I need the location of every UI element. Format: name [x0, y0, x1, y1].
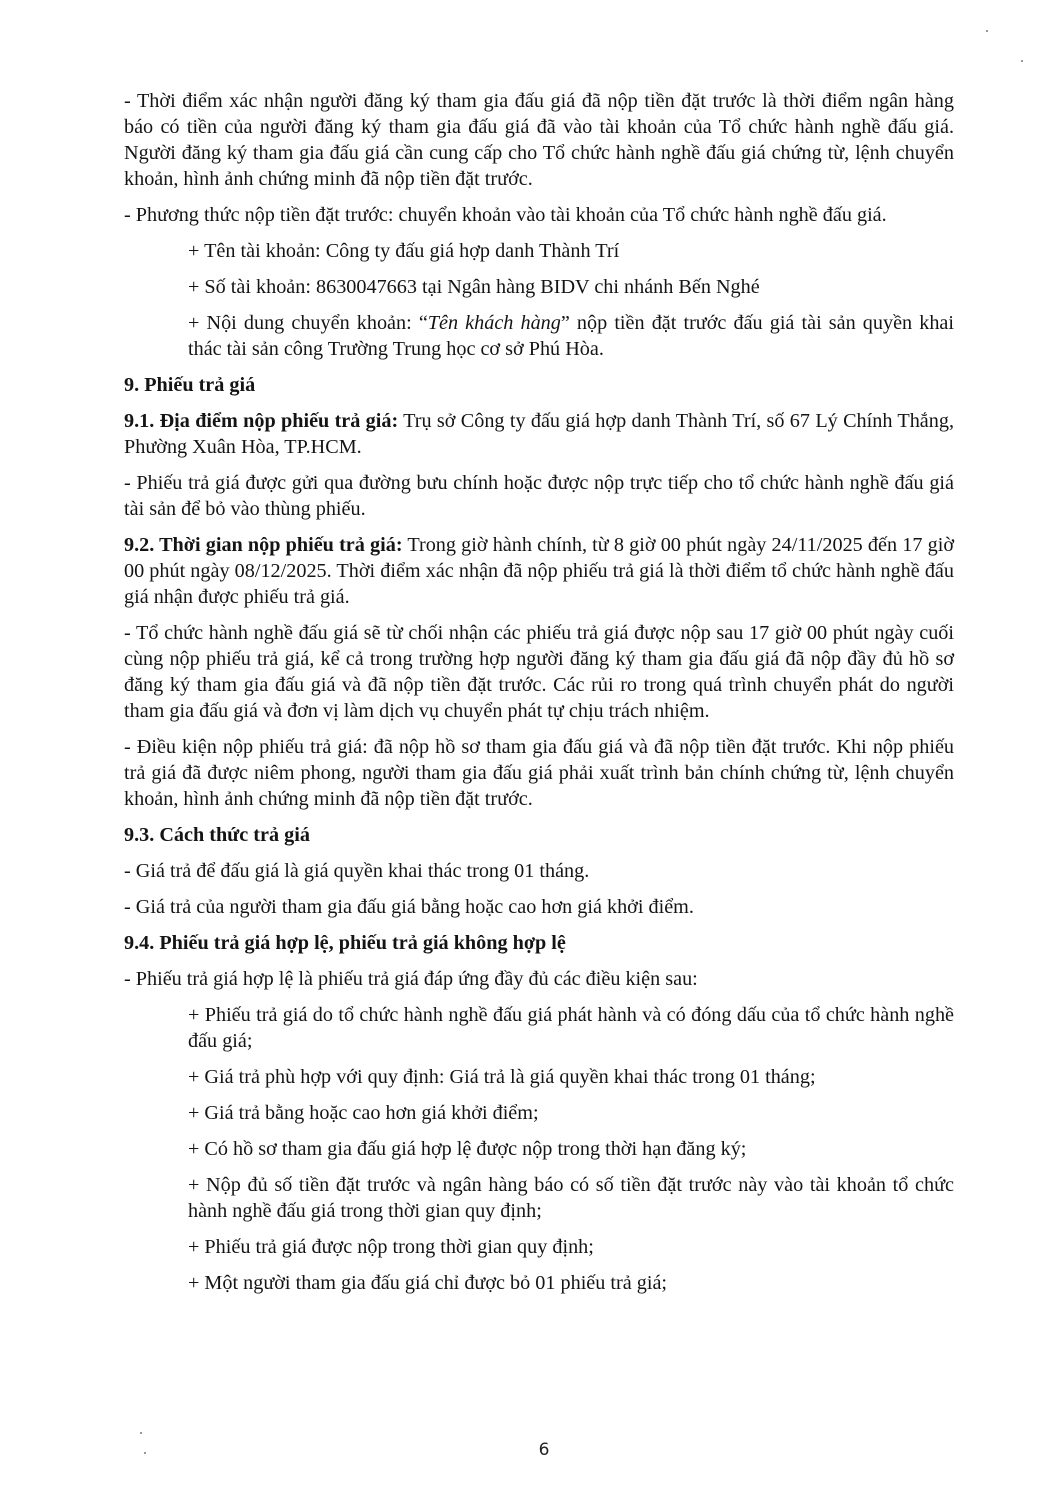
section-9-2-label: 9.2. Thời gian nộp phiếu trả giá: [124, 534, 403, 556]
section-9-1-paragraph [124, 408, 954, 460]
valid-condition-item: + Phiếu trả giá được nộp trong thời gian quy định; [188, 1236, 594, 1258]
scan-speck [1021, 60, 1023, 62]
scan-speck [140, 1432, 142, 1434]
section-9-1-note: - Phiếu trả giá được gửi qua đường bưu chính hoặc được nộp trực tiếp cho tổ chức hành nghề đấu giá tài sản để bỏ vào thùng phiếu. [124, 472, 954, 520]
transfer-content-suffix: ” nộp tiền đặt trước đấu giá tài sản quyền khai thác tài sản công Trường Trung học cơ sở Phú Hòa. [188, 312, 954, 360]
customer-name-placeholder: Tên khách hàng [427, 312, 561, 334]
section-9-2-conditions: - Điều kiện nộp phiếu trả giá: đã nộp hồ sơ tham gia đấu giá và đã nộp tiền đặt trước. Khi nộp phiếu trả giá đã được niêm phong, người tham gia đấu giá phải xuất trình bản chính chứng từ, lệnh chuyển khoản, hình ảnh chứng minh đã nộp tiền đặt trước. [124, 736, 954, 810]
section-9-4-intro: - Phiếu trả giá hợp lệ là phiếu trả giá đáp ứng đầy đủ các điều kiện sau: [124, 968, 698, 990]
section-9-3-item: - Giá trả của người tham gia đấu giá bằng hoặc cao hơn giá khởi điểm. [124, 896, 694, 918]
section-9-2-paragraph [124, 532, 954, 610]
valid-condition-item: + Có hồ sơ tham gia đấu giá hợp lệ được nộp trong thời hạn đăng ký; [188, 1138, 747, 1160]
section-9-3-heading: 9.3. Cách thức trả giá [124, 824, 310, 846]
transfer-content-line [188, 310, 954, 362]
page-number: 6 [538, 1440, 550, 1460]
section-9-1-text: Trụ sở Công ty đấu giá hợp danh Thành Trí, số 67 Lý Chính Thắng, Phường Xuân Hòa, TP.HCM. [124, 410, 954, 458]
scan-speck [144, 1452, 146, 1454]
valid-condition-item: + Giá trả bằng hoặc cao hơn giá khởi điểm; [188, 1102, 539, 1124]
account-name-line: + Tên tài khoản: Công ty đấu giá hợp danh Thành Trí [188, 240, 620, 262]
section-9-2-text: Trong giờ hành chính, từ 8 giờ 00 phút ngày 24/11/2025 đến 17 giờ 00 phút ngày 08/12/2025. Thời điểm xác nhận đã nộp phiếu trả giá là thời điểm tổ chức hành nghề đấu giá nhận được phiếu trả giá. [124, 534, 954, 608]
section-9-1-label: 9.1. Địa điểm nộp phiếu trả giá: [124, 410, 399, 432]
valid-condition-item: + Nộp đủ số tiền đặt trước và ngân hàng báo có số tiền đặt trước này vào tài khoản tổ chức hành nghề đấu giá trong thời gian quy định; [188, 1174, 954, 1222]
valid-condition-item: + Giá trả phù hợp với quy định: Giá trả là giá quyền khai thác trong 01 tháng; [188, 1066, 816, 1088]
deposit-confirmation-paragraph: - Thời điểm xác nhận người đăng ký tham gia đấu giá đã nộp tiền đặt trước là thời điểm ngân hàng báo có tiền của người đăng ký tham gia đấu giá đã vào tài khoản của Tổ chức hành nghề đấu giá. Người đăng ký tham gia đấu giá cần cung cấp cho Tổ chức hành nghề đấu giá chứng từ, lệnh chuyển khoản, hình ảnh chứng minh đã nộp tiền đặt trước. [124, 90, 954, 190]
deposit-method-paragraph: - Phương thức nộp tiền đặt trước: chuyển khoản vào tài khoản của Tổ chức hành nghề đấu giá. [124, 204, 887, 226]
valid-condition-item: + Phiếu trả giá do tổ chức hành nghề đấu giá phát hành và có đóng dấu của tổ chức hành nghề đấu giá; [188, 1004, 954, 1052]
account-number-line: + Số tài khoản: 8630047663 tại Ngân hàng BIDV chi nhánh Bến Nghé [188, 276, 760, 298]
scan-speck [986, 30, 988, 32]
transfer-content-prefix: + Nội dung chuyển khoản: “ [188, 312, 428, 334]
section-9-heading: 9. Phiếu trả giá [124, 374, 256, 396]
section-9-2-refusal: - Tổ chức hành nghề đấu giá sẽ từ chối nhận các phiếu trả giá được nộp sau 17 giờ 00 phút ngày cuối cùng nộp phiếu trả giá, kể cả trong trường hợp người đăng ký tham gia đấu giá đã nộp đầy đủ hồ sơ đăng ký tham gia đấu giá và đã nộp tiền đặt trước. Các rủi ro trong quá trình chuyển phát do người tham gia đấu giá và đơn vị làm dịch vụ chuyển phát tự chịu trách nhiệm. [124, 622, 954, 722]
valid-condition-item: + Một người tham gia đấu giá chỉ được bỏ 01 phiếu trả giá; [188, 1272, 668, 1294]
document-page [124, 88, 954, 1306]
section-9-3-item: - Giá trả để đấu giá là giá quyền khai thác trong 01 tháng. [124, 860, 590, 882]
section-9-4-heading: 9.4. Phiếu trả giá hợp lệ, phiếu trả giá không hợp lệ [124, 932, 566, 954]
